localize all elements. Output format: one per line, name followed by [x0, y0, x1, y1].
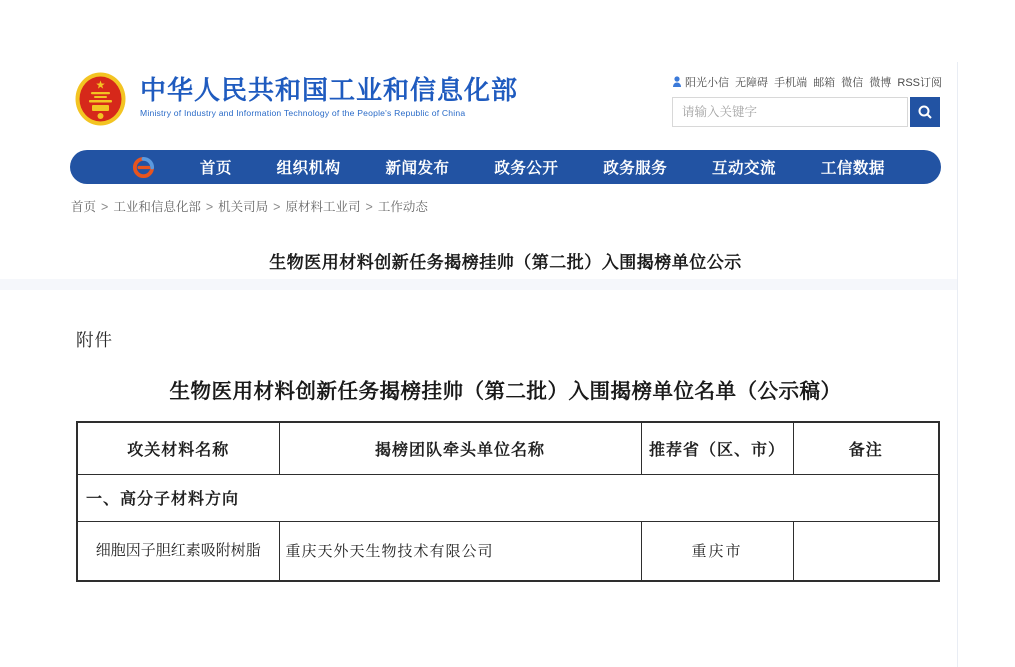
cell-material: 细胞因子胆红素吸附树脂 — [77, 521, 279, 581]
site-titles — [140, 70, 518, 118]
search-button[interactable] — [910, 97, 940, 127]
breadcrumb-separator: > — [273, 200, 281, 214]
breadcrumb-separator: > — [365, 200, 373, 214]
utility-link-mail[interactable] — [813, 74, 835, 90]
breadcrumb — [71, 197, 428, 215]
page-edge-line — [957, 62, 958, 667]
cell-note — [793, 521, 939, 581]
shortlist-table — [76, 421, 940, 582]
section-divider-band — [0, 279, 957, 290]
nav-item-organization[interactable]: 组织机构 — [276, 160, 341, 177]
col-header-lead-unit: 揭榜团队牵头单位名称 — [279, 422, 641, 474]
utility-link-label: 微博 — [869, 77, 892, 89]
search-icon — [917, 104, 933, 120]
gov-e-logo-icon — [132, 156, 155, 179]
utility-link-sunshine-xiaoxin[interactable] — [672, 74, 729, 90]
utility-link-label: 阳光小信 — [685, 77, 729, 89]
nav-item-gov-disclosure[interactable]: 政务公开 — [494, 160, 559, 177]
site-name-english: Ministry of Industry and Information Technology of the People's Republic of China — [140, 107, 466, 118]
breadcrumb-item-home[interactable]: 首页 — [71, 200, 97, 214]
site-name: 中华人民共和国工业和信息化部 — [140, 75, 519, 105]
table-row — [77, 521, 939, 581]
nav-item-home[interactable]: 首页 — [199, 160, 232, 177]
section-label: 一、高分子材料方向 — [77, 474, 939, 521]
utility-links — [672, 74, 942, 90]
col-header-note: 备注 — [793, 422, 939, 474]
document-title: 生物医用材料创新任务揭榜挂帅（第二批）入围揭榜单位名单（公示稿） — [169, 380, 842, 403]
breadcrumb-separator: > — [205, 200, 214, 214]
utility-link-label: 手机端 — [774, 77, 808, 89]
utility-link-wechat[interactable] — [841, 74, 863, 90]
main-nav — [70, 150, 941, 184]
nav-item-news[interactable]: 新闻发布 — [385, 160, 450, 177]
national-emblem-icon — [74, 70, 127, 132]
breadcrumb-item-raw-materials[interactable]: 原材料工业司 — [285, 200, 361, 214]
utility-link-label: RSS订阅 — [897, 77, 942, 89]
mascot-person-icon — [672, 76, 682, 88]
breadcrumb-separator: > — [101, 200, 109, 214]
page-title: 生物医用材料创新任务揭榜挂帅（第二批）入围揭榜单位公示 — [269, 253, 742, 272]
breadcrumb-item-work-updates[interactable]: 工作动态 — [377, 200, 428, 214]
attachment-label: 附件 — [76, 330, 113, 350]
search-input[interactable] — [672, 97, 908, 127]
table-section-row — [77, 474, 939, 521]
table-header-row — [77, 422, 939, 474]
cell-province: 重庆市 — [641, 521, 793, 581]
utility-link-label: 微信 — [841, 77, 864, 89]
col-header-material: 攻关材料名称 — [77, 422, 279, 474]
nav-item-miit-data[interactable]: 工信数据 — [820, 160, 885, 177]
utility-link-label: 无障碍 — [735, 77, 769, 89]
cell-lead-unit: 重庆天外天生物技术有限公司 — [279, 521, 641, 581]
site-logo-link[interactable] — [74, 70, 518, 132]
utility-link-weibo[interactable] — [869, 74, 891, 90]
utility-link-label: 邮箱 — [813, 77, 836, 89]
utility-link-mobile[interactable] — [774, 74, 807, 90]
col-header-province: 推荐省（区、市） — [641, 422, 793, 474]
nav-item-gov-services[interactable]: 政务服务 — [603, 160, 668, 177]
breadcrumb-item-miit[interactable]: 工业和信息化部 — [113, 200, 201, 214]
breadcrumb-item-departments[interactable]: 机关司局 — [218, 200, 269, 214]
utility-link-accessibility[interactable] — [735, 74, 768, 90]
nav-item-interaction[interactable]: 互动交流 — [712, 160, 777, 177]
search-bar — [672, 97, 940, 127]
table-container — [76, 421, 940, 582]
utility-link-rss[interactable] — [897, 74, 942, 90]
